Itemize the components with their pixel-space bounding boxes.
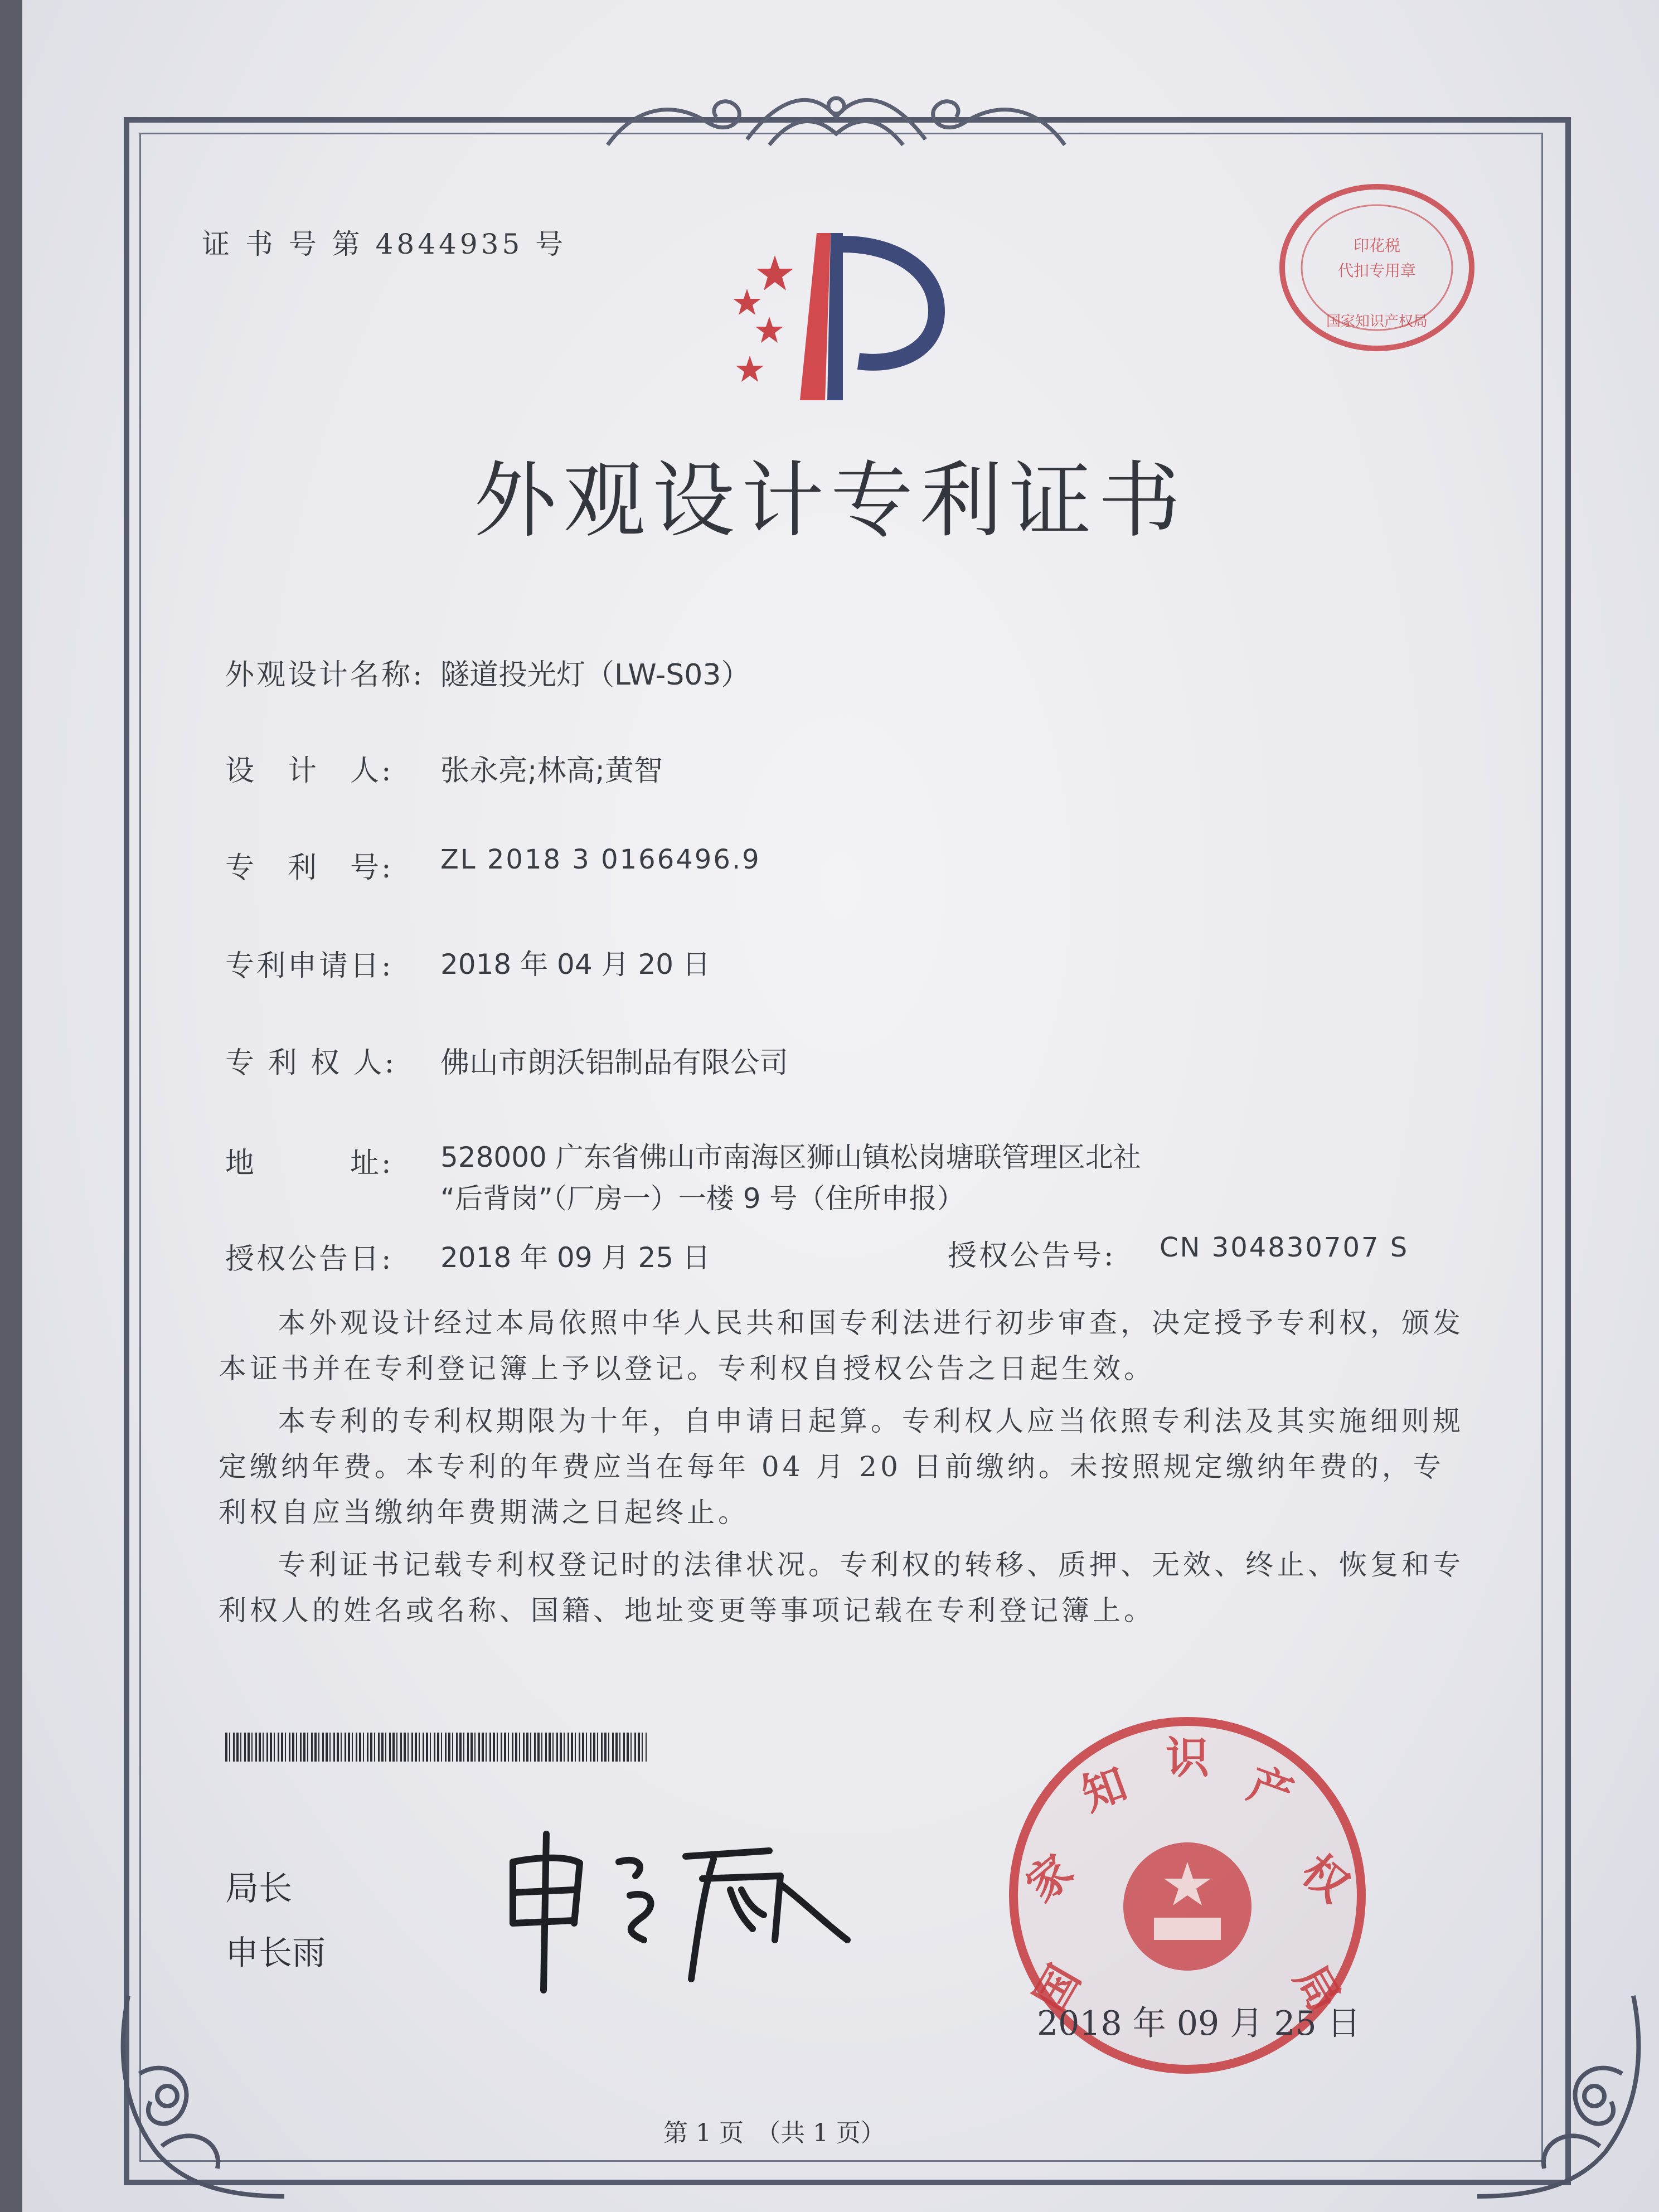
address-line-2: “后背岗”（厂房一）一楼 9 号（住所申报） [440, 1182, 965, 1215]
designer-value: 张永亮;林高;黄智 [440, 754, 663, 788]
patentee-label: 专 利 权 人: [225, 1046, 397, 1080]
filing-date-label: 专利申请日: [225, 949, 394, 983]
paragraph-3: 专利证书记载专利权登记时的法律状况。专利权的转移、质押、无效、终止、恢复和专利权人的姓名或名称、国籍、地址变更等事项记载在专利登记簿上。 [219, 1549, 1464, 1627]
svg-text:产: 产 [1241, 1758, 1299, 1821]
designer-label: 设 计 人: [225, 754, 394, 788]
patent-office-logo-icon [714, 222, 959, 411]
address-label: 地 址: [225, 1147, 394, 1180]
barcode [225, 1733, 647, 1762]
top-ornament-icon [602, 84, 1070, 156]
paragraph-1: 本外观设计经过本局依照中华人民共和国专利法进行初步审查，决定授予专利权，颁发本证书并在专利登记簿上予以登记。专利权自授权公告之日起生效。 [219, 1307, 1464, 1385]
design-name-label: 外观设计名称: [225, 658, 425, 692]
svg-text:印花税: 印花税 [1353, 236, 1401, 255]
grant-date-label: 授权公告日: [225, 1243, 394, 1276]
svg-text:局: 局 [1284, 1957, 1350, 2020]
address-line-1: 528000 广东省佛山市南海区狮山镇松岗塘联管理区北社 [440, 1141, 1141, 1173]
filing-date-value: 2018 年 04 月 20 日 [440, 948, 710, 981]
grant-date-value: 2018 年 09 月 25 日 [440, 1241, 710, 1274]
page-title: 外观设计专利证书 [474, 453, 1187, 549]
svg-text:知: 知 [1075, 1758, 1134, 1821]
page-footer: 第 1 页 （共 1 页） [663, 2119, 885, 2147]
svg-text:识: 识 [1165, 1733, 1210, 1783]
bottom-right-ornament-icon [1472, 1985, 1656, 2208]
svg-text:国家知识产权局: 国家知识产权局 [1326, 313, 1428, 330]
grant-number-label: 授权公告号: [948, 1239, 1116, 1273]
patent-number-label: 专 利 号: [225, 851, 394, 885]
svg-text:代扣专用章: 代扣专用章 [1337, 261, 1417, 280]
design-name-value: 隧道投光灯（LW-S03） [440, 658, 750, 692]
patent-number-value: ZL 2018 3 0166496.9 [440, 844, 761, 875]
svg-text:家: 家 [1017, 1845, 1083, 1912]
paragraph-2: 本专利的专利权期限为十年，自申请日起算。专利权人应当依照专利法及其实施细则规定缴纳年费。本专利的年费应当在每年 04 月 20 日前缴纳。未按照规定缴纳年费的，专利权自应当缴纳年费期满之日起终止。 [219, 1405, 1464, 1529]
svg-text:权: 权 [1292, 1845, 1358, 1912]
bottom-left-ornament-icon [106, 1985, 290, 2208]
certificate-body [219, 1300, 1467, 1633]
grant-number-value: CN 304830707 S [1160, 1232, 1409, 1263]
director-title: 局长 [225, 1869, 292, 1908]
svg-text:国: 国 [1025, 1957, 1090, 2020]
patentee-value: 佛山市朗沃铝制品有限公司 [440, 1046, 789, 1080]
director-name: 申长雨 [225, 1934, 326, 1973]
director-signature [491, 1812, 858, 1996]
certificate-number: 证 书 号 第 4844935 号 [202, 228, 567, 260]
seal-date: 2018 年 09 月 25 日 [1037, 2004, 1361, 2043]
tax-stamp-icon [1271, 178, 1483, 357]
